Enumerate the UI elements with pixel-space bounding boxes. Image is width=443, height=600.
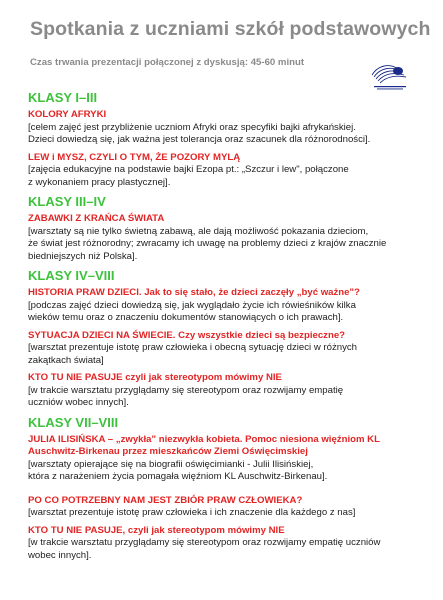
workshop-item [28,372,428,410]
workshop-description-line: że świat jest różnorodny; zwracamy ich uwagę na problemy dzieci z krajów znacznie [28,238,387,249]
page-title: Spotkania z uczniami szkół podstawowych [30,18,431,40]
workshop-description-line: Dzieci dowiedzą się, jak ważna jest tolerancja oraz szacunek dla różnorodności]. [28,134,371,145]
workshop-title: PO CO POTRZEBNY NAM JEST ZBIÓR PRAW CZŁOWIEKA? [28,494,303,506]
workshop-description-line: [warsztat prezentuje istotę praw człowieka i obecną sytuację dzieci w różnych [28,342,358,353]
workshop-description-line: [warsztaty są nie tylko świetną zabawą, ale dają możliwość pokazania dzieciom, [28,225,369,237]
workshop-item [28,495,428,520]
workshop-description-line: [podczas zajęć dzieci dowiedzą się, jak wyglądało życie ich rówieśników kilka [28,299,356,311]
workshop-description-line: biedniejszych niż Polska]. [28,250,138,262]
workshop-item [28,525,428,563]
workshop-title: HISTORIA PRAW DZIECI. Jak to się stało, że dzieci zaczęły „być ważne"? [28,287,360,298]
workshop-title: JULIA ILISIŃSKA – „zwykła" niezwykła kobieta. Pomoc niesiona więźniom KL Auschwitz-Birkenau przez mieszkańców Ziemi Oświęcimskiej [28,433,380,457]
workshop-title: KTO TU NIE PASUJE czyli jak stereotypom mówimy NIE [28,372,282,383]
page-subtitle: Czas trwania prezentacji połączonej z dyskusją: 45-60 minut [30,57,305,68]
workshop-item [28,287,428,325]
workshop-title: ZABAWKI Z KRAŃCA ŚWIATA [28,213,165,224]
workshop-list [28,90,428,567]
workshop-description-line: [warsztat prezentuje istotę praw człowieka i ich znaczenie dla każdego z nas] [28,507,356,518]
grade-heading: KLASY III–IV [28,194,106,209]
museum-logo-icon [368,59,412,91]
workshop-title: KOLORY AFRYKI [28,109,107,120]
workshop-description-line: wobec innych]. [28,549,92,561]
workshop-item [28,434,428,484]
workshop-description-line: wieków temu oraz o znaczeniu dokumentów stanowiących o ich prawach]. [28,312,344,323]
workshop-description-line: z wykonaniem pracy plastycznej]. [28,176,171,188]
workshop-title: KTO TU NIE PASUJE, czyli jak stereotypom mówimy NIE [28,524,285,536]
grade-heading: KLASY I–III [28,90,98,105]
workshop-description-line: uczniów wobec innych]. [28,397,129,408]
workshop-title: LEW i MYSZ, CZYLI O TYM, ŻE POZORY MYLĄ [28,151,241,163]
workshop-item [28,330,428,368]
workshop-item [28,109,428,147]
workshop-description-line: która z narażeniem życia pomagała więźniom KL Auschwitz-Birkenau]. [28,471,328,482]
grade-heading: KLASY VII–VIII [28,414,119,430]
workshop-description-line: [zajęcia edukacyjne na podstawie bajki Ezopa pt.: „Szczur i lew", połączone [28,164,349,175]
workshop-title: SYTUACJA DZIECI NA ŚWIECIE. Czy wszystkie dzieci są bezpieczne? [28,329,346,341]
workshop-description-line: [w trakcie warsztatu przyglądamy się stereotypom oraz rozwijamy empatię [28,384,344,396]
grade-heading: KLASY IV–VIII [28,268,115,283]
workshop-item [28,213,428,263]
workshop-description-line: [celem zajęć jest przybliżenie uczniom Afryki oraz specyfiki bajki afrykańskiej. [28,121,356,133]
workshop-description-line: [w trakcie warsztatu przyglądamy się stereotypom oraz rozwijamy empatię uczniów [28,537,381,548]
workshop-description-line: zakątkach świata] [28,354,104,366]
workshop-item [28,152,428,190]
workshop-description-line: [warsztaty opierające się na biografii oświęcimianki - Julii Ilisińskiej, [28,458,314,470]
